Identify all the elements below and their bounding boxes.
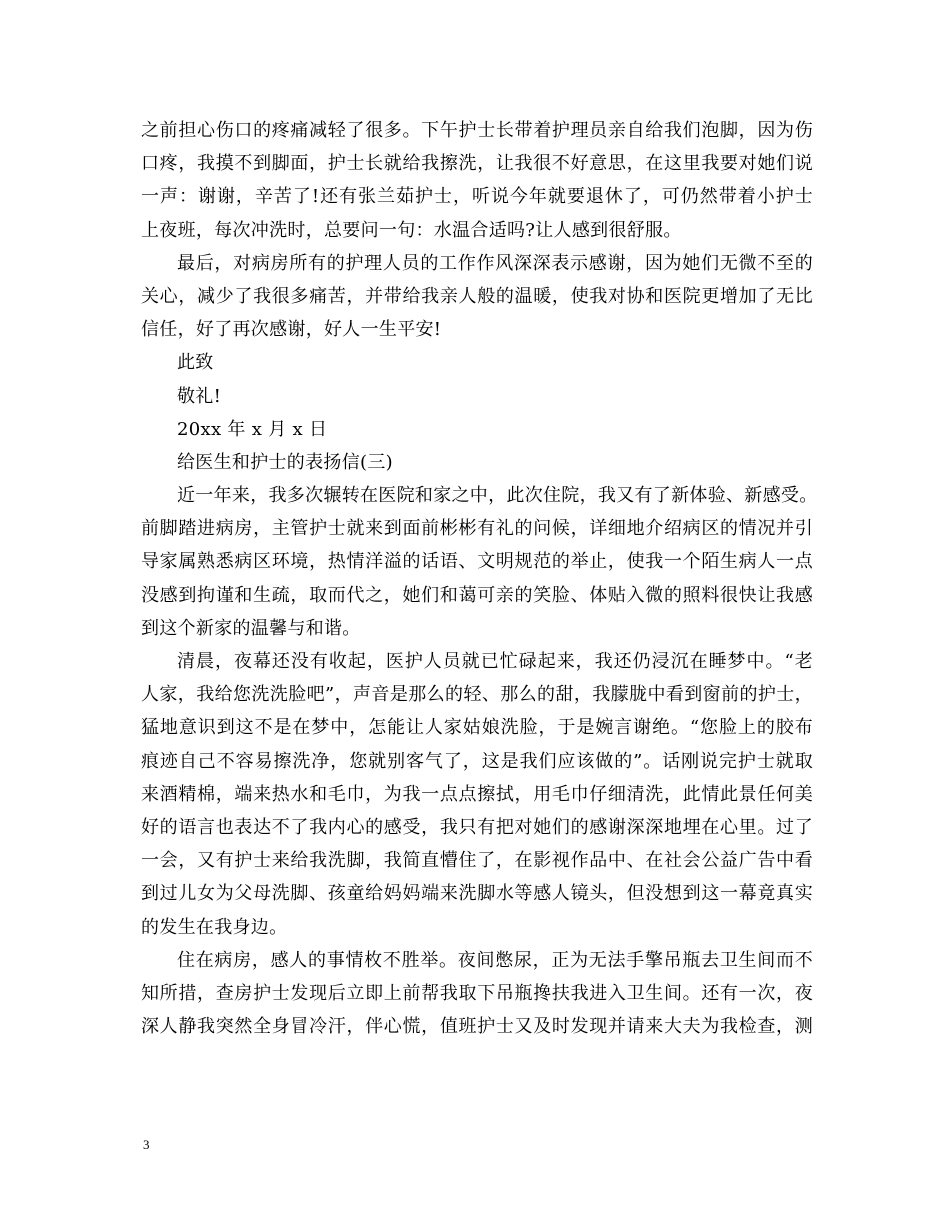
text-line: 到过儿女为父母洗脚、孩童给妈妈端来洗脚水等感人镜头，但没想到这一幕竟真实 bbox=[141, 883, 813, 905]
section-title: 给医生和护士的表扬信(三) bbox=[177, 451, 393, 473]
text-line: 没感到拘谨和生疏，取而代之，她们和蔼可亲的笑脸、体贴入微的照料很快让我感 bbox=[141, 584, 813, 606]
text-line: 信任，好了再次感谢，好人一生平安! bbox=[141, 319, 442, 341]
text-line: 清晨，夜幕还没有收起，医护人员就已忙碌起来，我还仍浸沉在睡梦中。“老 bbox=[177, 651, 813, 672]
text-line: 猛地意识到这不是在梦中，怎能让人家姑娘洗脸，于是婉言谢绝。“您脸上的胶布 bbox=[141, 717, 813, 739]
text-line: 到这个新家的温馨与和谐。 bbox=[141, 617, 361, 639]
closing-regards: 敬礼! bbox=[177, 385, 222, 407]
text-line: 之前担心伤口的疼痛减轻了很多。下午护士长带着护理员亲自给我们泡脚，因为伤 bbox=[141, 120, 813, 141]
text-line: 的发生在我身边。 bbox=[141, 916, 288, 938]
text-line: 痕迹自己不容易擦洗净，您就别客气了，这是我们应该做的”。话刚说完护士就取 bbox=[141, 750, 813, 772]
text-line: 人家，我给您洗洗脸吧”，声音是那么的轻、那么的甜，我朦胧中看到窗前的护士， bbox=[141, 684, 813, 706]
text-line: 住在病房，感人的事情枚不胜举。夜间憋尿，正为无法手擎吊瓶去卫生间而不 bbox=[177, 949, 813, 971]
page-number: 3 bbox=[143, 1137, 150, 1152]
closing-salutation: 此致 bbox=[177, 352, 214, 374]
letter-body bbox=[141, 114, 818, 1043]
letter-date: 20xx 年 x 月 x 日 bbox=[177, 418, 328, 440]
text-line: 关心，减少了我很多痛苦，并带给我亲人般的温暖，使我对协和医院更增加了无比 bbox=[141, 285, 813, 307]
text-line: 上夜班，每次冲洗时，总要问一句：水温合适吗?让人感到很舒服。 bbox=[141, 219, 682, 241]
text-line: 前脚踏进病房，主管护士就来到面前彬彬有礼的问候，详细地介绍病区的情况并引 bbox=[141, 518, 813, 540]
text-line: 口疼，我摸不到脚面，护士长就给我擦洗，让我很不好意思，在这里我要对她们说 bbox=[141, 153, 813, 175]
text-line: 近一年来，我多次辗转在医院和家之中，此次住院，我又有了新体验、新感受。 bbox=[177, 485, 818, 507]
text-line: 导家属熟悉病区环境，热情洋溢的话语、文明规范的举止，使我一个陌生病人一点 bbox=[141, 551, 813, 573]
text-line: 最后，对病房所有的护理人员的工作作风深深表示感谢，因为她们无微不至的 bbox=[177, 252, 813, 274]
text-line: 来酒精棉，端来热水和毛巾，为我一点点擦拭，用毛巾仔细清洗，此情此景任何美 bbox=[141, 783, 813, 805]
text-line: 一会，又有护士来给我洗脚，我简直懵住了，在影视作品中、在社会公益广告中看 bbox=[141, 850, 813, 872]
text-line: 知所措，查房护士发现后立即上前帮我取下吊瓶搀扶我进入卫生间。还有一次，夜 bbox=[141, 982, 813, 1004]
text-line: 一声：谢谢，辛苦了!还有张兰茹护士，听说今年就要退休了，可仍然带着小护士 bbox=[141, 186, 813, 208]
text-line: 好的语言也表达不了我内心的感受，我只有把对她们的感谢深深地埋在心里。过了 bbox=[141, 816, 813, 838]
text-line: 深人静我突然全身冒冷汗，伴心慌，值班护士又及时发现并请来大夫为我检查，测 bbox=[141, 1016, 813, 1038]
